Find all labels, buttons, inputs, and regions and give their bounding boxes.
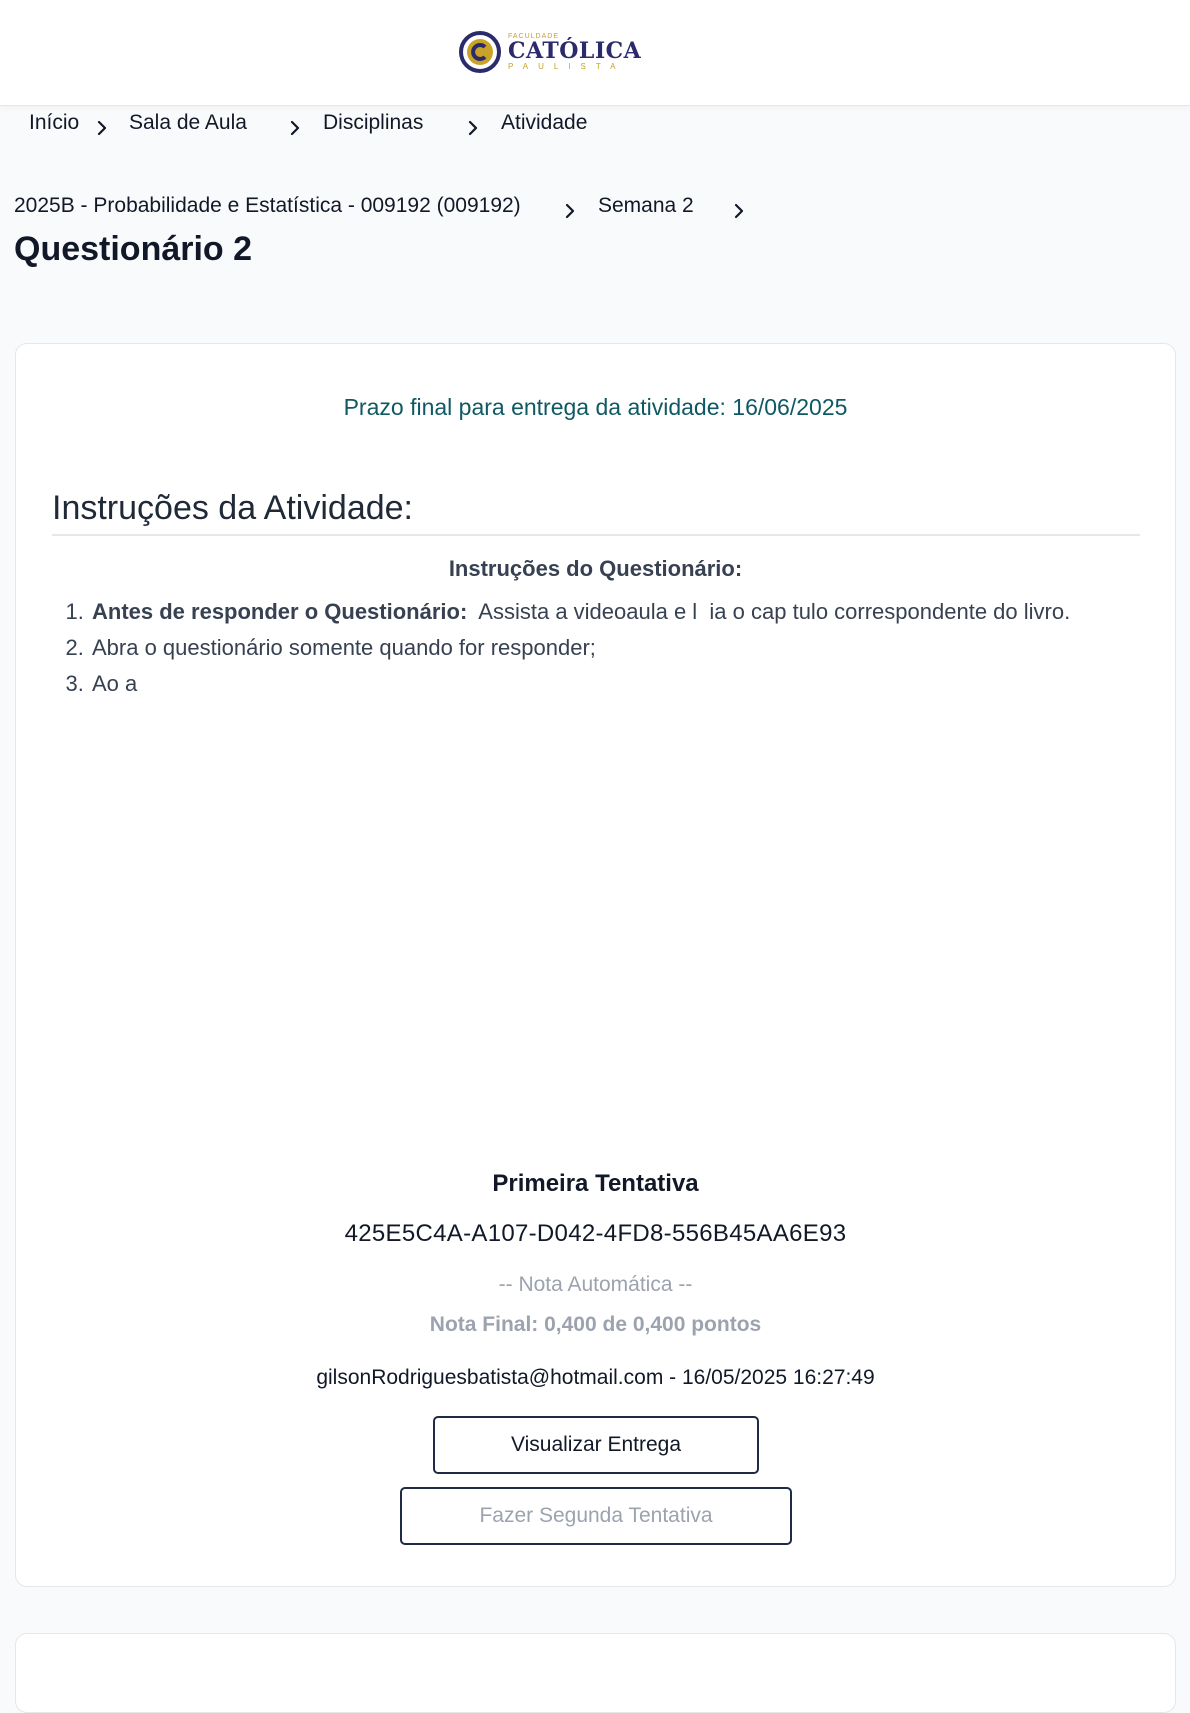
page-title: Questionário 2 bbox=[14, 230, 253, 268]
grade-type-label: -- Nota Automática -- bbox=[498, 1273, 693, 1296]
chevron-right-icon bbox=[727, 199, 751, 223]
submission-info: gilsonRodriguesbatista@hotmail.com - 16/05/2025 16:27:49 bbox=[316, 1366, 875, 1389]
next-card bbox=[15, 1633, 1176, 1713]
breadcrumb bbox=[0, 108, 1190, 144]
activity-card bbox=[15, 343, 1176, 1587]
logo-sub-text: PAULISTA bbox=[508, 62, 626, 71]
attempt-code: 425E5C4A-A107-D042-4FD8-556B45AA6E93 bbox=[344, 1220, 847, 1247]
view-submission-button[interactable]: Visualizar Entrega bbox=[433, 1416, 759, 1474]
instruction-bold: Antes de responder o Questionário: bbox=[92, 599, 468, 624]
instruction-text: Assista a videoaula e l ia o cap tulo correspondente do livro. bbox=[467, 599, 1071, 624]
top-header bbox=[0, 0, 1190, 106]
instruction-text: Ao a bbox=[92, 671, 138, 696]
logo[interactable] bbox=[458, 30, 641, 74]
logo-main-text: CATÓLICA bbox=[508, 38, 642, 64]
list-item bbox=[90, 630, 1112, 666]
chevron-right-icon bbox=[283, 116, 307, 140]
final-grade: Nota Final: 0,400 de 0,400 pontos bbox=[429, 1313, 762, 1336]
logo-small-text: FACULDADE bbox=[508, 33, 560, 40]
course-breadcrumb-link[interactable]: 2025B - Probabilidade e Estatística - 009192 (009192) bbox=[14, 194, 521, 217]
deadline-text: Prazo final para entrega da atividade: 16/06/2025 bbox=[343, 394, 848, 420]
instructions-list bbox=[52, 594, 1112, 702]
logo-c-icon bbox=[458, 30, 502, 74]
week-breadcrumb-link[interactable]: Semana 2 bbox=[598, 194, 694, 217]
list-item bbox=[90, 666, 1112, 702]
chevron-right-icon bbox=[558, 199, 582, 223]
chevron-right-icon bbox=[461, 116, 485, 140]
second-attempt-button[interactable]: Fazer Segunda Tentativa bbox=[400, 1487, 792, 1545]
breadcrumb-item-sala-de-aula[interactable]: Sala de Aula bbox=[129, 111, 247, 134]
breadcrumb-item-inicio[interactable]: Início bbox=[29, 111, 80, 134]
instructions-subtitle: Instruções do Questionário: bbox=[448, 556, 743, 581]
list-item bbox=[90, 594, 1112, 630]
instruction-text: Abra o questionário somente quando for responder; bbox=[92, 635, 596, 660]
chevron-right-icon bbox=[90, 116, 114, 140]
attempt-title: Primeira Tentativa bbox=[492, 1170, 699, 1197]
breadcrumb-item-disciplinas[interactable]: Disciplinas bbox=[323, 111, 424, 134]
breadcrumb-item-atividade: Atividade bbox=[501, 111, 588, 134]
instructions-title: Instruções da Atividade: bbox=[52, 489, 1140, 536]
